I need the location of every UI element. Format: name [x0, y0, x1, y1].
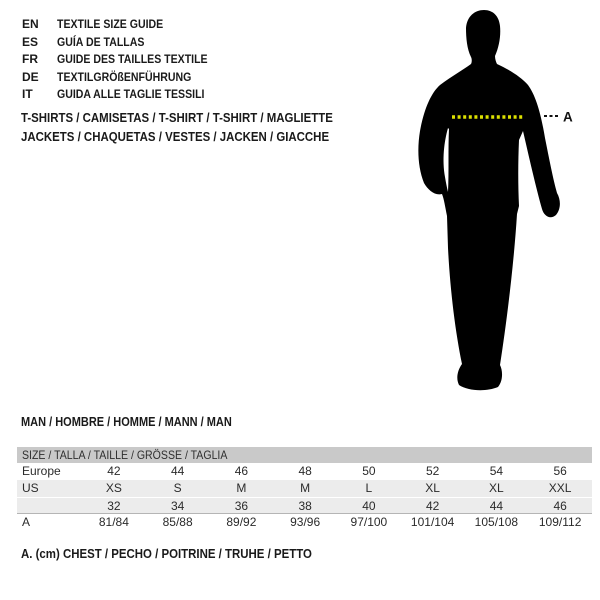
row-label: A — [22, 515, 31, 529]
language-code: FR — [22, 52, 38, 66]
category-jackets-text: JACKETS / CHAQUETAS / VESTES / JACKEN / GIACCHE — [21, 129, 330, 144]
table-row-chest-a — [17, 514, 592, 531]
man-silhouette-figure — [400, 0, 600, 412]
guide-title-de: TEXTILGRÖßENFÜHRUNG — [57, 69, 192, 84]
table-cell: S — [173, 481, 182, 495]
size-table-header-text: SIZE / TALLA / TAILLE / GRÖSSE / TAGLIA — [22, 448, 228, 462]
language-row-en — [22, 16, 228, 34]
table-cell: 81/84 — [98, 515, 129, 529]
table-cell: 93/96 — [290, 515, 321, 529]
language-code: ES — [22, 34, 39, 49]
table-cell: 34 — [170, 499, 185, 513]
gender-section-title — [21, 415, 261, 429]
measurement-footnote-text: A. (cm) CHEST / PECHO / POITRINE / TRUHE / PETTO — [21, 546, 312, 561]
language-row-es — [22, 34, 228, 52]
language-row-de — [22, 69, 228, 87]
table-cell: 44 — [170, 464, 185, 478]
table-cell: L — [365, 481, 373, 495]
guide-title-en: TEXTILE SIZE GUIDE — [57, 17, 164, 31]
guide-title-fr: GUIDE DES TAILLES TEXTILE — [57, 52, 208, 66]
table-cell: 42 — [107, 464, 121, 478]
man-silhouette-graphic — [400, 0, 600, 412]
table-cell: M — [236, 481, 247, 495]
table-cell: 40 — [362, 499, 376, 513]
category-jackets — [21, 127, 375, 146]
table-cell: 109/112 — [538, 515, 582, 529]
language-code: EN — [22, 17, 39, 31]
language-list — [22, 16, 228, 104]
language-row-it — [22, 86, 228, 104]
table-cell: 36 — [234, 499, 249, 513]
table-cell: 101/104 — [410, 515, 455, 529]
row-label — [17, 498, 82, 513]
table-cell: XS — [105, 481, 122, 495]
guide-title-it: GUIDA ALLE TAGLIE TESSILI — [57, 87, 205, 101]
table-cell: 46 — [234, 464, 249, 478]
table-cell: 56 — [553, 464, 567, 478]
language-code: DE — [22, 69, 39, 84]
size-table-header — [17, 447, 592, 463]
language-row-fr — [22, 51, 228, 69]
man-silhouette-path — [418, 10, 560, 390]
table-cell: 105/108 — [474, 515, 519, 529]
table-cell: 50 — [362, 464, 376, 478]
table-row-us — [17, 480, 592, 497]
table-row-europe — [17, 463, 592, 480]
language-code: IT — [22, 87, 33, 101]
guide-title-es: GUÍA DE TALLAS — [57, 34, 145, 49]
category-tshirts-text: T-SHIRTS / CAMISETAS / T-SHIRT / T-SHIRT / MAGLIETTE — [21, 110, 333, 125]
table-cell: 85/88 — [162, 515, 193, 529]
table-cell: 89/92 — [226, 515, 257, 529]
table-cell: 46 — [553, 499, 567, 513]
table-cell: 48 — [298, 464, 312, 478]
table-cell: 44 — [489, 499, 504, 513]
size-table — [17, 447, 592, 531]
table-cell: M — [300, 481, 311, 495]
table-cell: XL — [489, 481, 504, 495]
category-tshirts — [21, 108, 375, 127]
measurement-footnote — [21, 546, 352, 561]
table-cell: XXL — [548, 481, 572, 495]
table-row-us-numeric — [17, 497, 592, 514]
table-cell: 32 — [107, 499, 121, 513]
table-cell: 52 — [425, 464, 440, 478]
garment-categories — [21, 108, 375, 146]
table-cell: 42 — [425, 499, 440, 513]
measure-label-a: A — [563, 109, 573, 125]
table-cell: 97/100 — [350, 515, 388, 529]
table-cell: 54 — [489, 464, 504, 478]
row-label: Europe — [22, 464, 61, 478]
row-label: US — [22, 481, 39, 495]
table-cell: 38 — [298, 499, 312, 513]
gender-section-title-text: MAN / HOMBRE / HOMME / MANN / MAN — [21, 415, 232, 429]
table-cell: XL — [425, 481, 440, 495]
